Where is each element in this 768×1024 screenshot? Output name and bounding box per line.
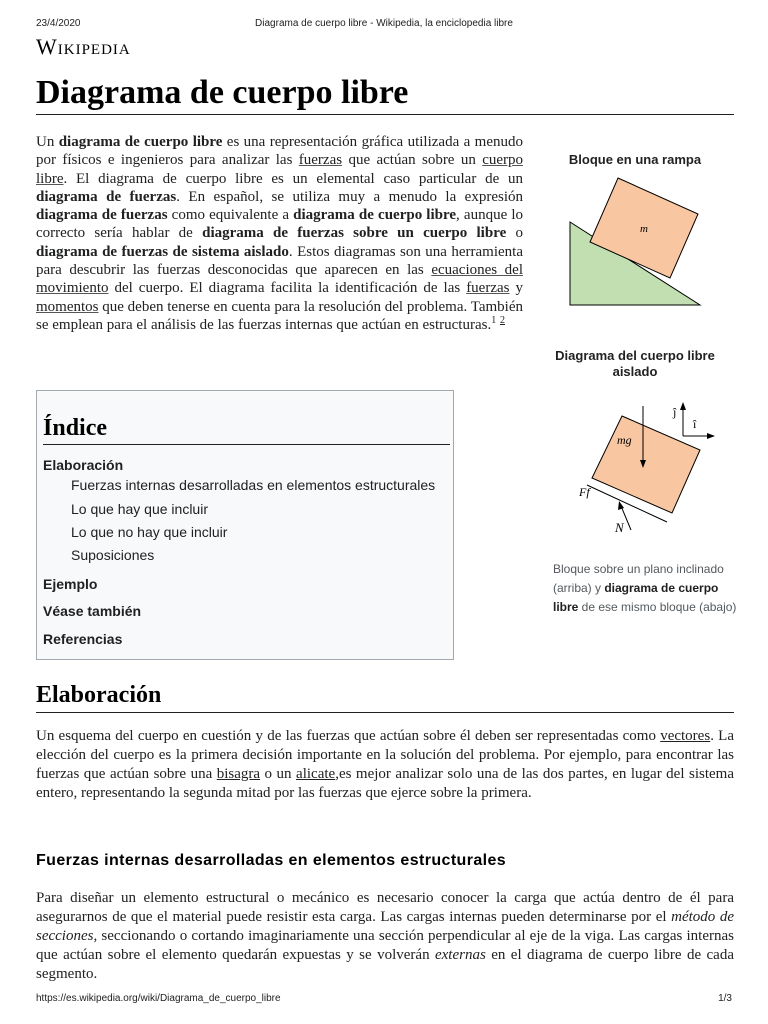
print-footer <box>36 993 732 1007</box>
toc-item-ejemplo[interactable]: Ejemplo <box>43 576 98 592</box>
table-of-contents <box>36 390 454 660</box>
intro-text: , aunque lo correcto sería hablar de <box>36 207 524 242</box>
toc-title: Índice <box>43 413 450 445</box>
toc-item-vease-tambien[interactable]: Véase también <box>43 603 142 619</box>
link-cuerpo-libre[interactable]: cuerpo libre <box>36 152 524 187</box>
intro-bold: diagrama de cuerpo libre <box>293 207 457 224</box>
axis-i-arrow <box>707 433 715 439</box>
print-header <box>36 18 732 32</box>
reference-1[interactable]: 1 <box>491 314 497 326</box>
wikipedia-logo[interactable]: Wikipedia <box>36 34 131 59</box>
intro-text: . El diagrama de cuerpo libre es un elemental caso particular de un <box>63 170 523 187</box>
intro-text: y <box>509 280 523 297</box>
elaboracion-paragraph <box>36 727 734 803</box>
para-italic: externas <box>434 947 486 963</box>
print-date: 23/4/2020 <box>36 18 81 29</box>
normal-label: N <box>615 520 624 535</box>
toc-item-lo-que-hay[interactable]: Lo que hay que incluir <box>71 501 208 517</box>
print-title: Diagrama de cuerpo libre - Wikipedia, la enciclopedia libre <box>255 18 513 29</box>
toc-item-referencias[interactable]: Referencias <box>43 631 123 647</box>
intro-bold: diagrama de cuerpo libre <box>58 134 223 150</box>
para-text: , seccionando o cortando imaginariamente una sección perpendicular al eje de la viga. Las cargas internas que actúan sobre el elemento quedarán expuestas y se volverán <box>36 928 734 963</box>
friction-label: Ff <box>579 485 590 499</box>
intro-text: como equivalente a <box>167 207 294 224</box>
link-momentos[interactable]: momentos <box>36 298 99 315</box>
para-text: ,es mejor analizar solo una de las dos partes, en lugar del sistema entero, representando la segunda mitad por las fuerzas que ejerce sobre la primera. <box>36 766 734 801</box>
axis-j-label: ĵ <box>673 405 677 419</box>
link-bisagra[interactable]: bisagra <box>216 766 261 782</box>
print-url: https://es.wikipedia.org/wiki/Diagrama_de_cuerpo_libre <box>36 993 281 1004</box>
caption-text: de ese mismo bloque (abajo) <box>578 600 737 614</box>
intro-text: que actúan sobre un <box>342 152 483 169</box>
figure-caption-ramp: Bloque en una rampa <box>568 152 702 167</box>
intro-bold: diagrama de fuerzas sobre un cuerpo libre <box>202 225 507 242</box>
para-text: Un esquema del cuerpo en cuestión y de las fuerzas que actúan sobre él deben ser representadas como <box>36 728 661 744</box>
toc-item-fuerzas-internas[interactable]: Fuerzas internas desarrolladas en elementos estructurales <box>71 477 436 493</box>
intro-paragraph <box>36 133 523 334</box>
para-italic: método de secciones <box>36 909 734 944</box>
toc-item-suposiciones[interactable]: Suposiciones <box>71 547 155 563</box>
mass-label: m <box>640 223 648 235</box>
print-page-number: 1/3 <box>718 993 732 1004</box>
axis-i-label: î <box>693 417 697 431</box>
link-alicate[interactable]: alicate <box>296 766 336 782</box>
intro-bold: diagrama de fuerzas de sistema aislado <box>36 243 289 260</box>
caption-text: Bloque sobre un plano inclinado (arriba) y <box>553 562 724 595</box>
axis-j-arrow <box>680 402 686 410</box>
link-vectores[interactable]: vectores <box>660 728 711 744</box>
section-heading-fuerzas-internas: Fuerzas internas desarrolladas en elementos estructurales <box>36 852 507 869</box>
weight-label: mg <box>617 433 632 447</box>
intro-text: del cuerpo. El diagrama facilita la identificación de las <box>108 280 467 297</box>
intro-text: Un <box>36 134 59 150</box>
link-fuerzas-2[interactable]: fuerzas <box>466 280 510 297</box>
page-title: Diagrama de cuerpo libre <box>36 74 734 115</box>
para-text: Para diseñar un elemento estructural o mecánico es necesario conocer la carga que actúa dentro de él para asegurarnos de que el material puede resistir esta carga. Las cargas internas pueden determinarse por el <box>36 890 734 925</box>
reference-2[interactable]: 2 <box>499 314 505 326</box>
para-text: . La elección del cuerpo es la primera decisión importante en la solución del problema. Por ejemplo, para encontrar las fuerzas que actúan sobre una <box>36 728 734 782</box>
link-ecuaciones-movimiento[interactable]: ecuaciones del movimiento <box>36 262 523 297</box>
intro-bold: diagrama de fuerzas <box>36 188 177 205</box>
figure-caption-fbd: Diagrama del cuerpo libre aislado <box>555 348 715 379</box>
intro-bold: diagrama de fuerzas <box>36 207 168 224</box>
caption-bold: diagrama de cuerpo libre <box>553 581 719 614</box>
toc-item-elaboracion[interactable]: Elaboración <box>43 457 124 473</box>
toc-item-lo-que-no-hay[interactable]: Lo que no hay que incluir <box>71 524 228 540</box>
section-heading-elaboracion: Elaboración <box>36 680 734 713</box>
isolated-block-shape <box>592 416 700 513</box>
intro-text: que deben tenerse en cuenta para la resolución del problema. También se emplean para el análisis de las fuerzas internas que actúan en estructuras. <box>36 298 523 333</box>
para-text: o un <box>260 766 297 782</box>
fuerzas-internas-paragraph <box>36 889 734 984</box>
free-body-diagram-figure[interactable] <box>565 398 715 548</box>
intro-text: es una representación gráfica utilizada a menudo por físicos e ingenieros para analizar las <box>36 134 523 169</box>
intro-text: . En español, se utiliza muy a menudo la expresión <box>176 188 524 205</box>
block-on-ramp-figure[interactable] <box>560 172 710 312</box>
intro-text: . Estos diagramas son una herramienta para descubrir las fuerzas desconocidas que aparecen en las <box>36 243 523 279</box>
link-fuerzas[interactable]: fuerzas <box>298 152 343 169</box>
infobox-caption <box>553 560 738 617</box>
normal-arrow <box>618 501 624 510</box>
intro-text: o <box>506 225 523 242</box>
para-text: en el diagrama de cuerpo libre de cada segmento. <box>36 947 734 982</box>
